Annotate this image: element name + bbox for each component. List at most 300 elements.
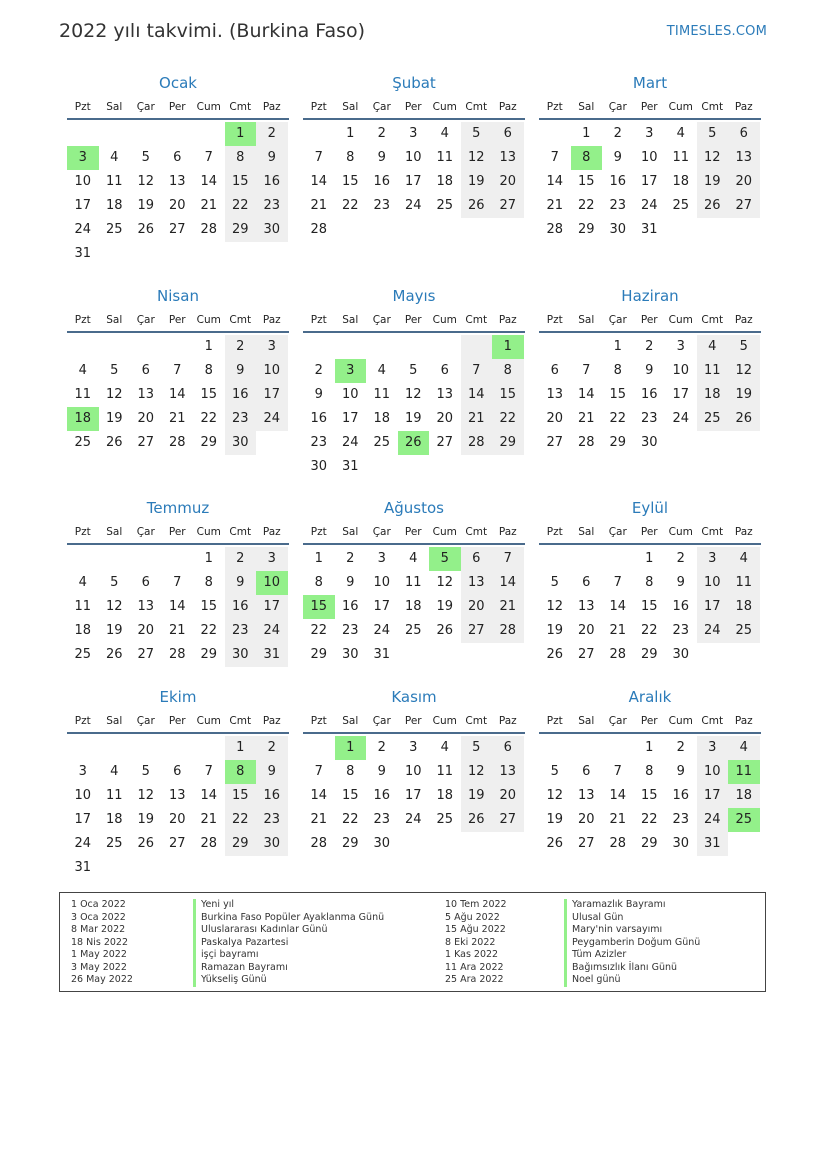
empty-cell <box>398 335 430 359</box>
day-cell: 10 <box>341 387 359 402</box>
day-cell: 24 <box>256 407 288 431</box>
day-cell: 13 <box>577 599 595 614</box>
empty-cell <box>429 335 461 359</box>
weekday-label: Sal <box>106 314 123 326</box>
weekday-label: Pzt <box>74 314 91 326</box>
weekday-label: Per <box>640 101 658 113</box>
weekday-header <box>67 710 289 734</box>
day-grid <box>539 335 761 455</box>
day-cell: 9 <box>346 575 355 590</box>
weekday-header <box>67 309 289 333</box>
day-grid <box>67 335 289 455</box>
weekday-label: Sal <box>578 526 595 538</box>
legend-holiday-name: Noel günü <box>564 974 700 987</box>
day-cell: 11 <box>74 387 92 402</box>
day-cell: 5 <box>550 764 559 779</box>
day-cell: 9 <box>676 764 685 779</box>
weekday-header <box>303 96 525 120</box>
day-cell: 6 <box>141 575 150 590</box>
day-cell: 3 <box>409 126 418 141</box>
day-cell: 3 <box>645 126 654 141</box>
day-cell: 6 <box>550 363 559 378</box>
legend-holiday-name: Yükseliş Günü <box>193 974 384 987</box>
day-cell: 12 <box>105 599 123 614</box>
weekday-label: Sal <box>578 715 595 727</box>
day-cell: 19 <box>137 812 155 827</box>
day-cell: 3 <box>409 740 418 755</box>
day-cell: 3 <box>78 764 87 779</box>
day-cell: 4 <box>728 736 760 760</box>
day-cell: 16 <box>672 599 690 614</box>
day-cell: 24 <box>640 198 658 213</box>
day-cell: 28 <box>609 647 627 662</box>
day-cell: 25 <box>728 619 760 643</box>
day-cell: 10 <box>256 359 288 383</box>
day-cell: 31 <box>256 643 288 667</box>
day-cell: 16 <box>609 174 627 189</box>
day-cell: 28 <box>609 836 627 851</box>
weekday-label: Paz <box>498 101 517 113</box>
holiday-day: 3 <box>335 359 367 383</box>
day-grid <box>303 547 525 667</box>
day-cell: 21 <box>310 812 328 827</box>
empty-cell <box>602 547 634 571</box>
day-cell: 22 <box>640 623 658 638</box>
day-cell: 23 <box>640 411 658 426</box>
weekday-header <box>539 309 761 333</box>
weekday-header <box>539 710 761 734</box>
weekday-label: Cmt <box>229 314 252 326</box>
day-cell: 1 <box>225 736 257 760</box>
day-cell: 23 <box>672 623 690 638</box>
day-cell: 8 <box>346 150 355 165</box>
day-cell: 22 <box>492 407 524 431</box>
day-cell: 2 <box>346 551 355 566</box>
day-cell: 9 <box>645 363 654 378</box>
day-cell: 15 <box>225 784 257 808</box>
weekday-label: Pzt <box>546 526 563 538</box>
empty-cell <box>303 736 335 760</box>
day-cell: 3 <box>377 551 386 566</box>
day-grid <box>67 736 289 880</box>
day-cell: 28 <box>492 619 524 643</box>
day-cell: 9 <box>256 146 288 170</box>
weekday-label: Cum <box>196 314 221 326</box>
weekday-label: Paz <box>262 314 281 326</box>
day-cell: 18 <box>672 174 690 189</box>
day-cell: 29 <box>200 647 218 662</box>
brand-link[interactable]: TIMESLES.COM <box>666 24 767 39</box>
day-cell: 13 <box>436 387 454 402</box>
day-cell: 11 <box>728 571 760 595</box>
day-cell: 22 <box>225 808 257 832</box>
weekday-label: Çar <box>608 715 627 727</box>
weekday-header <box>303 710 525 734</box>
day-cell: 2 <box>613 126 622 141</box>
weekday-label: Per <box>404 715 422 727</box>
month-4 <box>303 283 525 479</box>
weekday-label: Cum <box>196 526 221 538</box>
day-cell: 26 <box>436 623 454 638</box>
day-cell: 12 <box>546 599 564 614</box>
weekday-label: Pzt <box>546 715 563 727</box>
weekday-label: Cum <box>668 715 693 727</box>
day-cell: 19 <box>436 599 454 614</box>
day-cell: 24 <box>373 623 391 638</box>
day-cell: 4 <box>110 764 119 779</box>
day-cell: 27 <box>461 619 493 643</box>
day-cell: 11 <box>436 150 454 165</box>
day-cell: 28 <box>310 836 328 851</box>
legend-holiday-name: Paskalya Pazartesi <box>193 937 384 950</box>
day-cell: 27 <box>577 836 595 851</box>
day-cell: 31 <box>74 860 92 875</box>
day-cell: 2 <box>314 363 323 378</box>
day-cell: 6 <box>173 150 182 165</box>
day-cell: 1 <box>613 339 622 354</box>
empty-cell <box>130 736 162 760</box>
day-cell: 30 <box>256 832 288 856</box>
holiday-day: 1 <box>335 736 367 760</box>
weekday-label: Pzt <box>74 101 91 113</box>
day-cell: 30 <box>672 836 690 851</box>
weekday-label: Sal <box>106 101 123 113</box>
month-name: Nisan <box>157 287 199 305</box>
day-cell: 15 <box>577 174 595 189</box>
day-cell: 12 <box>461 760 493 784</box>
day-cell: 18 <box>728 595 760 619</box>
legend-date: 3 May 2022 <box>71 961 127 973</box>
weekday-header <box>303 521 525 545</box>
day-cell: 14 <box>461 383 493 407</box>
day-cell: 18 <box>105 812 123 827</box>
day-cell: 10 <box>640 150 658 165</box>
day-cell: 1 <box>204 551 213 566</box>
month-7 <box>303 495 525 667</box>
day-cell: 27 <box>436 435 454 450</box>
weekday-label: Pzt <box>74 526 91 538</box>
weekday-label: Per <box>404 101 422 113</box>
legend-date: 25 Ara 2022 <box>445 974 504 985</box>
empty-cell <box>193 122 225 146</box>
day-cell: 12 <box>697 146 729 170</box>
day-cell: 8 <box>645 764 654 779</box>
legend-holiday-name: Yeni yıl <box>193 899 384 912</box>
day-cell: 14 <box>310 788 328 803</box>
day-cell: 26 <box>728 407 760 431</box>
weekday-header <box>67 96 289 120</box>
day-cell: 23 <box>225 407 257 431</box>
day-cell: 28 <box>546 222 564 237</box>
day-cell: 19 <box>546 623 564 638</box>
day-cell: 5 <box>461 122 493 146</box>
day-cell: 20 <box>461 595 493 619</box>
day-cell: 29 <box>341 836 359 851</box>
day-cell: 6 <box>440 363 449 378</box>
day-cell: 24 <box>74 222 92 237</box>
month-name: Mayıs <box>392 287 436 305</box>
weekday-label: Cmt <box>465 101 488 113</box>
day-cell: 30 <box>341 647 359 662</box>
empty-cell <box>366 335 398 359</box>
day-cell: 2 <box>225 547 257 571</box>
day-cell: 15 <box>225 170 257 194</box>
month-5 <box>539 283 761 455</box>
holiday-legend <box>59 892 766 992</box>
day-cell: 3 <box>697 736 729 760</box>
weekday-label: Paz <box>498 526 517 538</box>
day-cell: 21 <box>492 595 524 619</box>
legend-holiday-name: Ulusal Gün <box>564 912 700 925</box>
empty-cell <box>99 122 131 146</box>
day-cell: 18 <box>105 198 123 213</box>
day-cell: 21 <box>546 198 564 213</box>
weekday-label: Per <box>168 101 186 113</box>
day-cell: 28 <box>200 222 218 237</box>
day-cell: 20 <box>436 411 454 426</box>
weekday-label: Per <box>168 526 186 538</box>
weekday-label: Paz <box>734 101 753 113</box>
legend-date: 3 Oca 2022 <box>71 911 126 923</box>
legend-holiday-name: Tüm Azizler <box>564 949 700 962</box>
empty-cell <box>193 736 225 760</box>
legend-date: 8 Mar 2022 <box>71 924 126 935</box>
weekday-label: Cum <box>432 101 457 113</box>
weekday-label: Cum <box>668 101 693 113</box>
day-cell: 31 <box>341 459 359 474</box>
weekday-label: Per <box>168 314 186 326</box>
day-cell: 10 <box>74 174 92 189</box>
day-cell: 13 <box>461 571 493 595</box>
day-cell: 11 <box>105 788 123 803</box>
weekday-label: Cum <box>432 314 457 326</box>
day-cell: 25 <box>436 198 454 213</box>
holiday-day: 10 <box>256 571 288 595</box>
month-6 <box>67 495 289 667</box>
weekday-label: Çar <box>136 715 155 727</box>
day-grid <box>539 547 761 667</box>
day-cell: 21 <box>168 411 186 426</box>
day-cell: 27 <box>137 647 155 662</box>
day-cell: 28 <box>577 435 595 450</box>
holiday-day: 1 <box>225 122 257 146</box>
weekday-label: Sal <box>342 715 359 727</box>
holiday-day: 26 <box>398 431 430 455</box>
weekday-label: Cmt <box>229 526 252 538</box>
day-cell: 1 <box>645 740 654 755</box>
month-3 <box>67 283 289 455</box>
weekday-label: Cmt <box>701 101 724 113</box>
day-cell: 3 <box>697 547 729 571</box>
weekday-label: Çar <box>136 526 155 538</box>
day-cell: 10 <box>404 764 422 779</box>
weekday-label: Cum <box>668 526 693 538</box>
empty-cell <box>67 122 99 146</box>
day-cell: 21 <box>200 198 218 213</box>
day-cell: 1 <box>582 126 591 141</box>
day-cell: 5 <box>697 122 729 146</box>
day-cell: 12 <box>728 359 760 383</box>
day-cell: 30 <box>225 431 257 455</box>
day-cell: 25 <box>404 623 422 638</box>
day-cell: 26 <box>546 836 564 851</box>
day-cell: 13 <box>168 174 186 189</box>
day-cell: 10 <box>697 760 729 784</box>
empty-cell <box>539 736 571 760</box>
day-cell: 29 <box>640 647 658 662</box>
day-cell: 23 <box>373 812 391 827</box>
day-cell: 4 <box>377 363 386 378</box>
day-cell: 30 <box>640 435 658 450</box>
day-cell: 18 <box>404 599 422 614</box>
holiday-day: 25 <box>728 808 760 832</box>
day-cell: 5 <box>110 363 119 378</box>
legend-date: 26 May 2022 <box>71 974 133 985</box>
day-cell: 18 <box>436 174 454 189</box>
day-cell: 9 <box>256 760 288 784</box>
day-cell: 19 <box>461 784 493 808</box>
day-cell: 10 <box>74 788 92 803</box>
day-cell: 6 <box>141 363 150 378</box>
day-cell: 15 <box>200 387 218 402</box>
legend-holiday-name: Mary'nin varsayımı <box>564 924 700 937</box>
empty-cell <box>335 335 367 359</box>
day-cell: 17 <box>74 812 92 827</box>
day-cell: 8 <box>346 764 355 779</box>
day-cell: 27 <box>577 647 595 662</box>
day-cell: 16 <box>640 387 658 402</box>
day-cell: 1 <box>346 126 355 141</box>
day-cell: 26 <box>105 435 123 450</box>
empty-cell <box>130 122 162 146</box>
month-name: Eylül <box>631 499 669 517</box>
weekday-label: Paz <box>498 314 517 326</box>
day-cell: 19 <box>137 198 155 213</box>
day-cell: 29 <box>640 836 658 851</box>
month-8 <box>539 495 761 667</box>
weekday-header <box>539 96 761 120</box>
day-cell: 2 <box>256 122 288 146</box>
day-cell: 30 <box>609 222 627 237</box>
day-cell: 9 <box>225 359 257 383</box>
day-grid <box>303 335 525 479</box>
day-cell: 23 <box>341 623 359 638</box>
legend-holiday-name: Peygamberin Doğum Günü <box>564 937 700 950</box>
empty-cell <box>130 335 162 359</box>
empty-cell <box>303 335 335 359</box>
day-cell: 29 <box>200 435 218 450</box>
day-cell: 27 <box>168 222 186 237</box>
weekday-label: Çar <box>608 526 627 538</box>
legend-holiday-name: Yaramazlık Bayramı <box>564 899 700 912</box>
weekday-label: Per <box>640 715 658 727</box>
legend-date: 1 Kas 2022 <box>445 949 499 960</box>
day-cell: 22 <box>200 411 218 426</box>
day-cell: 15 <box>640 788 658 803</box>
day-cell: 21 <box>609 623 627 638</box>
weekday-header <box>539 521 761 545</box>
month-name: Temmuz <box>146 499 210 517</box>
weekday-label: Paz <box>262 101 281 113</box>
day-cell: 9 <box>314 387 323 402</box>
weekday-label: Sal <box>106 715 123 727</box>
empty-cell <box>571 736 603 760</box>
weekday-label: Çar <box>608 314 627 326</box>
day-cell: 15 <box>341 788 359 803</box>
weekday-label: Pzt <box>546 101 563 113</box>
day-cell: 19 <box>728 383 760 407</box>
month-name: Şubat <box>392 74 436 92</box>
day-cell: 7 <box>314 150 323 165</box>
day-cell: 9 <box>613 150 622 165</box>
empty-cell <box>571 335 603 359</box>
day-cell: 27 <box>137 435 155 450</box>
weekday-label: Cmt <box>465 715 488 727</box>
day-cell: 22 <box>225 194 257 218</box>
day-cell: 8 <box>225 146 257 170</box>
day-cell: 7 <box>173 363 182 378</box>
day-cell: 13 <box>546 387 564 402</box>
empty-cell <box>130 547 162 571</box>
holiday-day: 5 <box>429 547 461 571</box>
legend-date: 5 Ağu 2022 <box>445 911 500 923</box>
day-cell: 10 <box>404 150 422 165</box>
month-2 <box>539 70 761 242</box>
day-cell: 8 <box>613 363 622 378</box>
holiday-day: 8 <box>225 760 257 784</box>
day-cell: 22 <box>609 411 627 426</box>
legend-date: 15 Ağu 2022 <box>445 924 506 935</box>
day-cell: 19 <box>105 411 123 426</box>
day-cell: 14 <box>200 174 218 189</box>
day-cell: 22 <box>341 812 359 827</box>
day-cell: 24 <box>672 411 690 426</box>
day-cell: 19 <box>697 170 729 194</box>
day-cell: 22 <box>640 812 658 827</box>
day-cell: 16 <box>373 174 391 189</box>
day-cell: 3 <box>256 547 288 571</box>
weekday-label: Cmt <box>701 314 724 326</box>
day-cell: 21 <box>461 407 493 431</box>
day-cell: 18 <box>373 411 391 426</box>
day-cell: 22 <box>577 198 595 213</box>
weekday-label: Çar <box>372 526 391 538</box>
weekday-label: Pzt <box>74 715 91 727</box>
day-cell: 18 <box>74 623 92 638</box>
day-cell: 8 <box>204 363 213 378</box>
weekday-label: Sal <box>106 526 123 538</box>
empty-cell <box>539 122 571 146</box>
day-cell: 23 <box>672 812 690 827</box>
weekday-label: Çar <box>136 101 155 113</box>
day-cell: 31 <box>74 246 92 261</box>
day-cell: 26 <box>137 222 155 237</box>
day-cell: 23 <box>609 198 627 213</box>
day-cell: 2 <box>676 740 685 755</box>
month-name: Mart <box>632 74 668 92</box>
day-cell: 31 <box>640 222 658 237</box>
day-cell: 20 <box>728 170 760 194</box>
day-cell: 17 <box>697 595 729 619</box>
day-cell: 6 <box>582 575 591 590</box>
day-cell: 7 <box>204 150 213 165</box>
day-cell: 23 <box>373 198 391 213</box>
day-cell: 4 <box>697 335 729 359</box>
month-10 <box>303 684 525 856</box>
weekday-label: Çar <box>136 314 155 326</box>
day-cell: 7 <box>613 575 622 590</box>
day-cell: 19 <box>105 623 123 638</box>
